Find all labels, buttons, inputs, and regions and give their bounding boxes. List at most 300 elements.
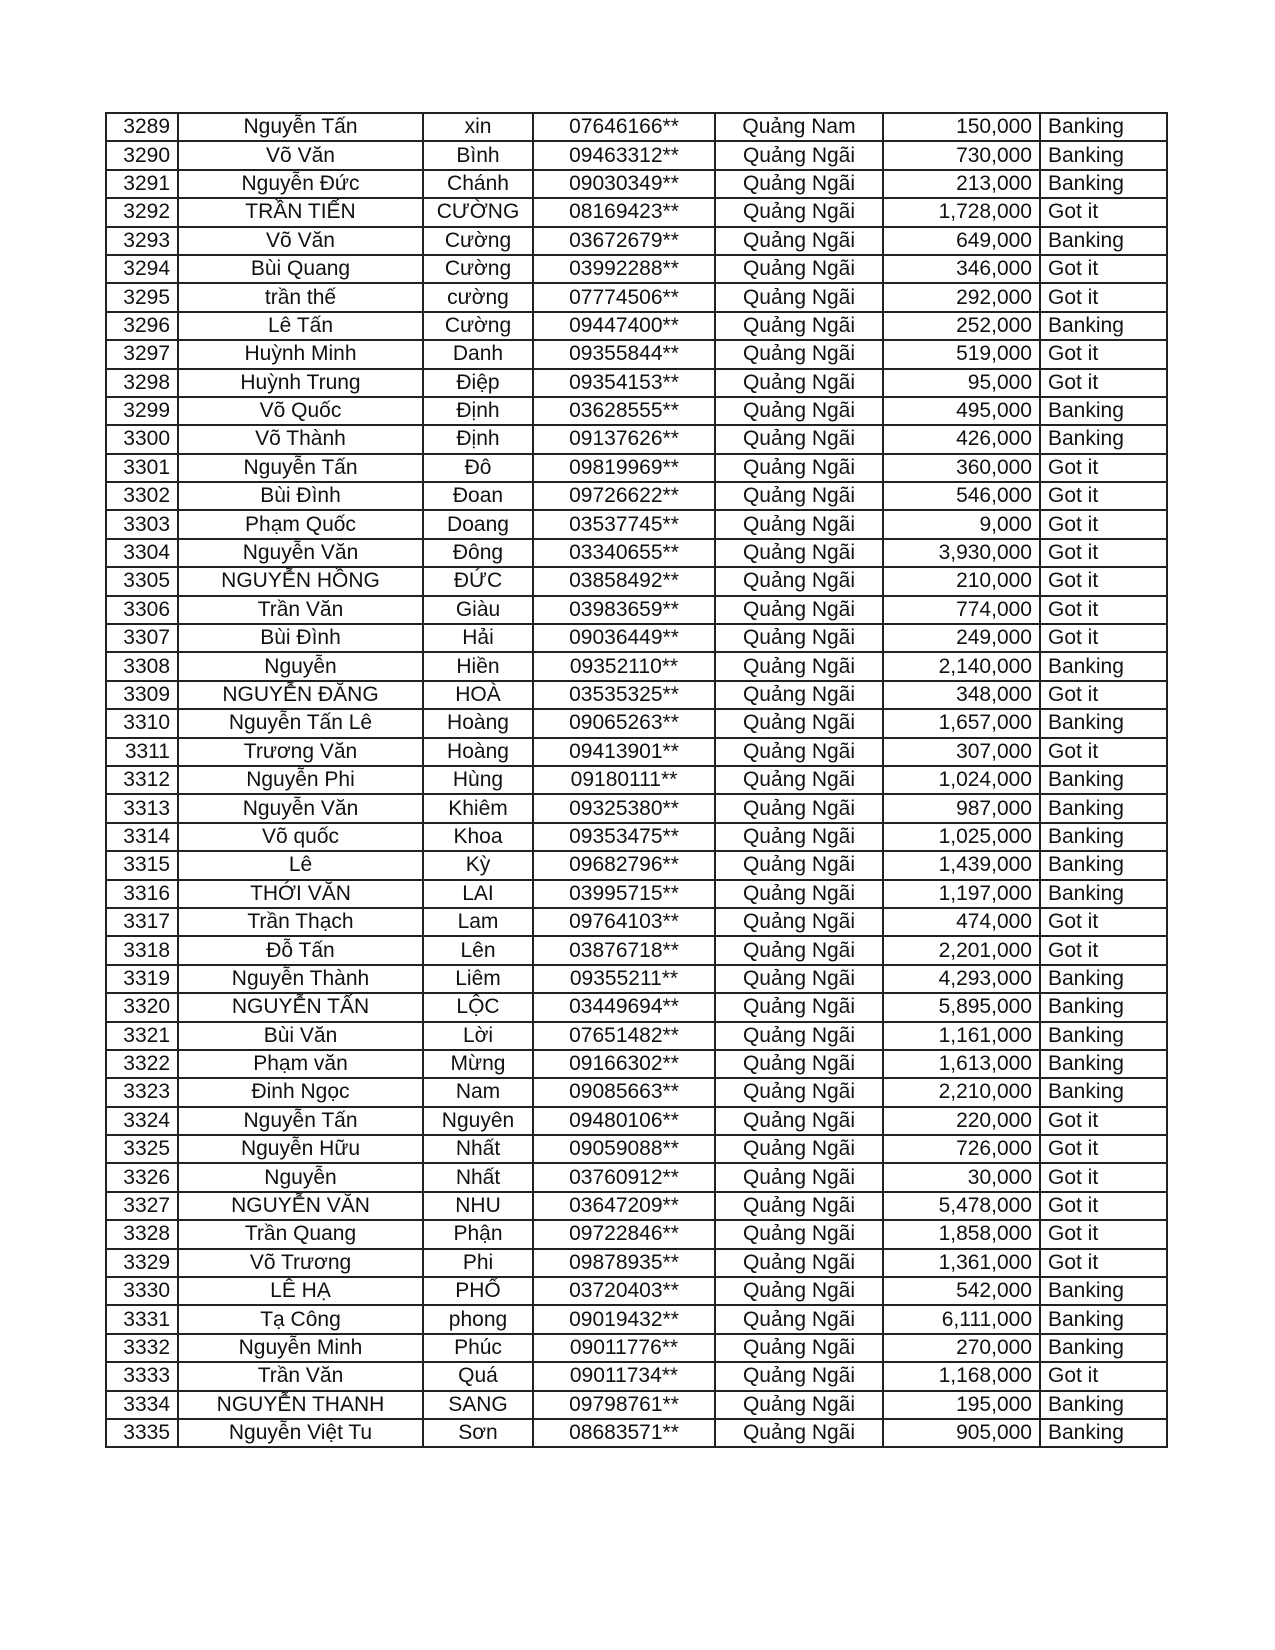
phone-cell: 08169423** bbox=[533, 198, 715, 226]
phone-cell: 07651482** bbox=[533, 1022, 715, 1050]
table-row bbox=[106, 1107, 1167, 1135]
surname-cell: Nguyễn Đức bbox=[178, 170, 423, 198]
method-cell: Banking bbox=[1040, 113, 1167, 141]
phone-cell: 09059088** bbox=[533, 1135, 715, 1163]
amount-cell: 649,000 bbox=[883, 227, 1040, 255]
amount-cell: 9,000 bbox=[883, 510, 1040, 538]
table-row bbox=[106, 1050, 1167, 1078]
given-name-cell: ĐỨC bbox=[423, 567, 533, 595]
table-row bbox=[106, 113, 1167, 141]
given-name-cell: LỘC bbox=[423, 993, 533, 1021]
phone-cell: 03647209** bbox=[533, 1192, 715, 1220]
surname-cell: NGUYỄN THANH bbox=[178, 1391, 423, 1419]
surname-cell: Đỗ Tấn bbox=[178, 936, 423, 964]
surname-cell: Trần Văn bbox=[178, 596, 423, 624]
province-cell: Quảng Ngãi bbox=[715, 283, 883, 311]
row-number: 3308 bbox=[106, 652, 178, 680]
row-number: 3309 bbox=[106, 681, 178, 709]
amount-cell: 210,000 bbox=[883, 567, 1040, 595]
table-row bbox=[106, 141, 1167, 169]
given-name-cell: Hoàng bbox=[423, 709, 533, 737]
phone-cell: 09036449** bbox=[533, 624, 715, 652]
method-cell: Got it bbox=[1040, 255, 1167, 283]
row-number: 3298 bbox=[106, 369, 178, 397]
phone-cell: 09764103** bbox=[533, 908, 715, 936]
table-row bbox=[106, 1277, 1167, 1305]
given-name-cell: Nam bbox=[423, 1078, 533, 1106]
surname-cell: Nguyễn Văn bbox=[178, 794, 423, 822]
given-name-cell: cường bbox=[423, 283, 533, 311]
phone-cell: 09819969** bbox=[533, 454, 715, 482]
method-cell: Got it bbox=[1040, 567, 1167, 595]
table-row bbox=[106, 709, 1167, 737]
phone-cell: 03340655** bbox=[533, 539, 715, 567]
phone-cell: 07646166** bbox=[533, 113, 715, 141]
row-number: 3300 bbox=[106, 425, 178, 453]
phone-cell: 09682796** bbox=[533, 851, 715, 879]
table-row bbox=[106, 567, 1167, 595]
method-cell: Got it bbox=[1040, 1220, 1167, 1248]
method-cell: Got it bbox=[1040, 1249, 1167, 1277]
surname-cell: Trần Thạch bbox=[178, 908, 423, 936]
province-cell: Quảng Ngãi bbox=[715, 1391, 883, 1419]
province-cell: Quảng Ngãi bbox=[715, 255, 883, 283]
row-number: 3334 bbox=[106, 1391, 178, 1419]
given-name-cell: Doang bbox=[423, 510, 533, 538]
table-row bbox=[106, 652, 1167, 680]
phone-cell: 03535325** bbox=[533, 681, 715, 709]
phone-cell: 09030349** bbox=[533, 170, 715, 198]
method-cell: Got it bbox=[1040, 936, 1167, 964]
given-name-cell: phong bbox=[423, 1305, 533, 1333]
table-row bbox=[106, 1249, 1167, 1277]
amount-cell: 1,858,000 bbox=[883, 1220, 1040, 1248]
amount-cell: 307,000 bbox=[883, 738, 1040, 766]
row-number: 3310 bbox=[106, 709, 178, 737]
table-row bbox=[106, 681, 1167, 709]
table-row bbox=[106, 738, 1167, 766]
province-cell: Quảng Ngãi bbox=[715, 1078, 883, 1106]
row-number: 3293 bbox=[106, 227, 178, 255]
surname-cell: Nguyễn Tấn bbox=[178, 454, 423, 482]
row-number: 3319 bbox=[106, 965, 178, 993]
province-cell: Quảng Ngãi bbox=[715, 794, 883, 822]
row-number: 3331 bbox=[106, 1305, 178, 1333]
method-cell: Got it bbox=[1040, 738, 1167, 766]
given-name-cell: Liêm bbox=[423, 965, 533, 993]
row-number: 3327 bbox=[106, 1192, 178, 1220]
table-row bbox=[106, 936, 1167, 964]
province-cell: Quảng Ngãi bbox=[715, 1249, 883, 1277]
province-cell: Quảng Ngãi bbox=[715, 880, 883, 908]
province-cell: Quảng Ngãi bbox=[715, 965, 883, 993]
surname-cell: NGUYỄN ĐĂNG bbox=[178, 681, 423, 709]
table-row bbox=[106, 794, 1167, 822]
row-number: 3304 bbox=[106, 539, 178, 567]
province-cell: Quảng Ngãi bbox=[715, 1305, 883, 1333]
given-name-cell: Đông bbox=[423, 539, 533, 567]
table-row bbox=[106, 312, 1167, 340]
method-cell: Banking bbox=[1040, 170, 1167, 198]
province-cell: Quảng Ngãi bbox=[715, 397, 883, 425]
phone-cell: 09798761** bbox=[533, 1391, 715, 1419]
given-name-cell: Phận bbox=[423, 1220, 533, 1248]
method-cell: Banking bbox=[1040, 1334, 1167, 1362]
province-cell: Quảng Ngãi bbox=[715, 567, 883, 595]
given-name-cell: Bình bbox=[423, 141, 533, 169]
surname-cell: Đinh Ngọc bbox=[178, 1078, 423, 1106]
phone-cell: 03995715** bbox=[533, 880, 715, 908]
amount-cell: 546,000 bbox=[883, 482, 1040, 510]
row-number: 3295 bbox=[106, 283, 178, 311]
amount-cell: 1,657,000 bbox=[883, 709, 1040, 737]
row-number: 3329 bbox=[106, 1249, 178, 1277]
given-name-cell: HOÀ bbox=[423, 681, 533, 709]
given-name-cell: Hiền bbox=[423, 652, 533, 680]
surname-cell: Trần Văn bbox=[178, 1362, 423, 1390]
surname-cell: Nguyễn Văn bbox=[178, 539, 423, 567]
row-number: 3289 bbox=[106, 113, 178, 141]
amount-cell: 1,728,000 bbox=[883, 198, 1040, 226]
amount-cell: 346,000 bbox=[883, 255, 1040, 283]
row-number: 3301 bbox=[106, 454, 178, 482]
province-cell: Quảng Ngãi bbox=[715, 1050, 883, 1078]
province-cell: Quảng Ngãi bbox=[715, 1192, 883, 1220]
amount-cell: 5,478,000 bbox=[883, 1192, 1040, 1220]
method-cell: Got it bbox=[1040, 681, 1167, 709]
given-name-cell: xin bbox=[423, 113, 533, 141]
phone-cell: 09180111** bbox=[533, 766, 715, 794]
method-cell: Banking bbox=[1040, 1277, 1167, 1305]
method-cell: Got it bbox=[1040, 340, 1167, 368]
province-cell: Quảng Ngãi bbox=[715, 766, 883, 794]
phone-cell: 09480106** bbox=[533, 1107, 715, 1135]
province-cell: Quảng Ngãi bbox=[715, 738, 883, 766]
row-number: 3312 bbox=[106, 766, 178, 794]
surname-cell: Võ quốc bbox=[178, 823, 423, 851]
province-cell: Quảng Ngãi bbox=[715, 1107, 883, 1135]
table-row bbox=[106, 1135, 1167, 1163]
table-row bbox=[106, 227, 1167, 255]
surname-cell: LÊ HẠ bbox=[178, 1277, 423, 1305]
method-cell: Got it bbox=[1040, 283, 1167, 311]
surname-cell: Trương Văn bbox=[178, 738, 423, 766]
row-number: 3307 bbox=[106, 624, 178, 652]
method-cell: Banking bbox=[1040, 425, 1167, 453]
amount-cell: 1,361,000 bbox=[883, 1249, 1040, 1277]
row-number: 3330 bbox=[106, 1277, 178, 1305]
amount-cell: 1,197,000 bbox=[883, 880, 1040, 908]
method-cell: Banking bbox=[1040, 1022, 1167, 1050]
method-cell: Got it bbox=[1040, 539, 1167, 567]
surname-cell: Nguyễn bbox=[178, 652, 423, 680]
province-cell: Quảng Ngãi bbox=[715, 1419, 883, 1447]
method-cell: Got it bbox=[1040, 510, 1167, 538]
amount-cell: 1,439,000 bbox=[883, 851, 1040, 879]
surname-cell: Phạm văn bbox=[178, 1050, 423, 1078]
row-number: 3302 bbox=[106, 482, 178, 510]
province-cell: Quảng Ngãi bbox=[715, 454, 883, 482]
surname-cell: Võ Trương bbox=[178, 1249, 423, 1277]
given-name-cell: Cường bbox=[423, 255, 533, 283]
method-cell: Banking bbox=[1040, 227, 1167, 255]
phone-cell: 03628555** bbox=[533, 397, 715, 425]
row-number: 3320 bbox=[106, 993, 178, 1021]
surname-cell: Bùi Văn bbox=[178, 1022, 423, 1050]
table-row bbox=[106, 624, 1167, 652]
given-name-cell: Cường bbox=[423, 227, 533, 255]
given-name-cell: Cường bbox=[423, 312, 533, 340]
province-cell: Quảng Ngãi bbox=[715, 369, 883, 397]
method-cell: Banking bbox=[1040, 851, 1167, 879]
amount-cell: 774,000 bbox=[883, 596, 1040, 624]
phone-cell: 09878935** bbox=[533, 1249, 715, 1277]
given-name-cell: Khoa bbox=[423, 823, 533, 851]
amount-cell: 6,111,000 bbox=[883, 1305, 1040, 1333]
phone-cell: 09065263** bbox=[533, 709, 715, 737]
province-cell: Quảng Ngãi bbox=[715, 539, 883, 567]
phone-cell: 03858492** bbox=[533, 567, 715, 595]
table-row bbox=[106, 823, 1167, 851]
province-cell: Quảng Ngãi bbox=[715, 170, 883, 198]
method-cell: Banking bbox=[1040, 794, 1167, 822]
amount-cell: 213,000 bbox=[883, 170, 1040, 198]
amount-cell: 1,024,000 bbox=[883, 766, 1040, 794]
province-cell: Quảng Ngãi bbox=[715, 198, 883, 226]
amount-cell: 249,000 bbox=[883, 624, 1040, 652]
row-number: 3321 bbox=[106, 1022, 178, 1050]
surname-cell: Võ Thành bbox=[178, 425, 423, 453]
given-name-cell: Nhất bbox=[423, 1135, 533, 1163]
given-name-cell: Định bbox=[423, 397, 533, 425]
surname-cell: Võ Văn bbox=[178, 141, 423, 169]
phone-cell: 03992288** bbox=[533, 255, 715, 283]
amount-cell: 730,000 bbox=[883, 141, 1040, 169]
table-row bbox=[106, 510, 1167, 538]
table-row bbox=[106, 539, 1167, 567]
row-number: 3290 bbox=[106, 141, 178, 169]
surname-cell: Nguyễn Hữu bbox=[178, 1135, 423, 1163]
surname-cell: Bùi Đình bbox=[178, 624, 423, 652]
given-name-cell: CƯỜNG bbox=[423, 198, 533, 226]
given-name-cell: Khiêm bbox=[423, 794, 533, 822]
method-cell: Got it bbox=[1040, 1163, 1167, 1191]
given-name-cell: Lam bbox=[423, 908, 533, 936]
table-row bbox=[106, 255, 1167, 283]
surname-cell: NGUYỄN HỒNG bbox=[178, 567, 423, 595]
amount-cell: 360,000 bbox=[883, 454, 1040, 482]
surname-cell: Nguyễn Thành bbox=[178, 965, 423, 993]
phone-cell: 09447400** bbox=[533, 312, 715, 340]
surname-cell: THỚI VĂN bbox=[178, 880, 423, 908]
amount-cell: 270,000 bbox=[883, 1334, 1040, 1362]
table-row bbox=[106, 170, 1167, 198]
row-number: 3322 bbox=[106, 1050, 178, 1078]
given-name-cell: Giàu bbox=[423, 596, 533, 624]
table-row bbox=[106, 1022, 1167, 1050]
table-row bbox=[106, 1391, 1167, 1419]
province-cell: Quảng Ngãi bbox=[715, 993, 883, 1021]
table-row bbox=[106, 283, 1167, 311]
table-row bbox=[106, 340, 1167, 368]
amount-cell: 426,000 bbox=[883, 425, 1040, 453]
given-name-cell: Mừng bbox=[423, 1050, 533, 1078]
province-cell: Quảng Ngãi bbox=[715, 227, 883, 255]
phone-cell: 09085663** bbox=[533, 1078, 715, 1106]
table-row bbox=[106, 397, 1167, 425]
amount-cell: 2,210,000 bbox=[883, 1078, 1040, 1106]
given-name-cell: PHỐ bbox=[423, 1277, 533, 1305]
table-row bbox=[106, 1163, 1167, 1191]
table-row bbox=[106, 851, 1167, 879]
row-number: 3303 bbox=[106, 510, 178, 538]
given-name-cell: Nhất bbox=[423, 1163, 533, 1191]
phone-cell: 09011734** bbox=[533, 1362, 715, 1390]
phone-cell: 09325380** bbox=[533, 794, 715, 822]
row-number: 3328 bbox=[106, 1220, 178, 1248]
surname-cell: Nguyễn Minh bbox=[178, 1334, 423, 1362]
method-cell: Got it bbox=[1040, 908, 1167, 936]
province-cell: Quảng Ngãi bbox=[715, 482, 883, 510]
surname-cell: TRẦN TIẾN bbox=[178, 198, 423, 226]
phone-cell: 09354153** bbox=[533, 369, 715, 397]
province-cell: Quảng Ngãi bbox=[715, 425, 883, 453]
amount-cell: 1,613,000 bbox=[883, 1050, 1040, 1078]
method-cell: Banking bbox=[1040, 1050, 1167, 1078]
given-name-cell: Danh bbox=[423, 340, 533, 368]
province-cell: Quảng Ngãi bbox=[715, 312, 883, 340]
province-cell: Quảng Ngãi bbox=[715, 1022, 883, 1050]
province-cell: Quảng Ngãi bbox=[715, 823, 883, 851]
amount-cell: 95,000 bbox=[883, 369, 1040, 397]
table-row bbox=[106, 965, 1167, 993]
province-cell: Quảng Ngãi bbox=[715, 1135, 883, 1163]
surname-cell: Huỳnh Trung bbox=[178, 369, 423, 397]
amount-cell: 30,000 bbox=[883, 1163, 1040, 1191]
amount-cell: 905,000 bbox=[883, 1419, 1040, 1447]
row-number: 3324 bbox=[106, 1107, 178, 1135]
given-name-cell: Hoàng bbox=[423, 738, 533, 766]
amount-cell: 519,000 bbox=[883, 340, 1040, 368]
given-name-cell: Lời bbox=[423, 1022, 533, 1050]
method-cell: Got it bbox=[1040, 596, 1167, 624]
province-cell: Quảng Ngãi bbox=[715, 709, 883, 737]
amount-cell: 1,161,000 bbox=[883, 1022, 1040, 1050]
table-row bbox=[106, 1362, 1167, 1390]
phone-cell: 03537745** bbox=[533, 510, 715, 538]
row-number: 3292 bbox=[106, 198, 178, 226]
method-cell: Banking bbox=[1040, 709, 1167, 737]
amount-cell: 987,000 bbox=[883, 794, 1040, 822]
province-cell: Quảng Ngãi bbox=[715, 936, 883, 964]
row-number: 3291 bbox=[106, 170, 178, 198]
phone-cell: 09355211** bbox=[533, 965, 715, 993]
method-cell: Banking bbox=[1040, 652, 1167, 680]
method-cell: Banking bbox=[1040, 1305, 1167, 1333]
method-cell: Got it bbox=[1040, 482, 1167, 510]
amount-cell: 348,000 bbox=[883, 681, 1040, 709]
method-cell: Got it bbox=[1040, 198, 1167, 226]
province-cell: Quảng Ngãi bbox=[715, 510, 883, 538]
method-cell: Banking bbox=[1040, 965, 1167, 993]
province-cell: Quảng Ngãi bbox=[715, 1277, 883, 1305]
province-cell: Quảng Ngãi bbox=[715, 1220, 883, 1248]
row-number: 3325 bbox=[106, 1135, 178, 1163]
amount-cell: 3,930,000 bbox=[883, 539, 1040, 567]
row-number: 3313 bbox=[106, 794, 178, 822]
given-name-cell: Hùng bbox=[423, 766, 533, 794]
province-cell: Quảng Ngãi bbox=[715, 681, 883, 709]
surname-cell: Võ Quốc bbox=[178, 397, 423, 425]
province-cell: Quảng Ngãi bbox=[715, 652, 883, 680]
row-number: 3316 bbox=[106, 880, 178, 908]
table-row bbox=[106, 993, 1167, 1021]
phone-cell: 09722846** bbox=[533, 1220, 715, 1248]
table-row bbox=[106, 1192, 1167, 1220]
row-number: 3315 bbox=[106, 851, 178, 879]
phone-cell: 03672679** bbox=[533, 227, 715, 255]
amount-cell: 542,000 bbox=[883, 1277, 1040, 1305]
method-cell: Banking bbox=[1040, 1078, 1167, 1106]
row-number: 3318 bbox=[106, 936, 178, 964]
province-cell: Quảng Ngãi bbox=[715, 1362, 883, 1390]
surname-cell: Nguyễn Việt Tu bbox=[178, 1419, 423, 1447]
surname-cell: Phạm Quốc bbox=[178, 510, 423, 538]
method-cell: Banking bbox=[1040, 993, 1167, 1021]
amount-cell: 4,293,000 bbox=[883, 965, 1040, 993]
given-name-cell: Quá bbox=[423, 1362, 533, 1390]
method-cell: Got it bbox=[1040, 624, 1167, 652]
method-cell: Banking bbox=[1040, 823, 1167, 851]
surname-cell: Tạ Công bbox=[178, 1305, 423, 1333]
given-name-cell: Nguyên bbox=[423, 1107, 533, 1135]
province-cell: Quảng Ngãi bbox=[715, 340, 883, 368]
records-table bbox=[105, 112, 1168, 1448]
row-number: 3314 bbox=[106, 823, 178, 851]
given-name-cell: Phúc bbox=[423, 1334, 533, 1362]
amount-cell: 2,201,000 bbox=[883, 936, 1040, 964]
method-cell: Got it bbox=[1040, 1362, 1167, 1390]
phone-cell: 09726622** bbox=[533, 482, 715, 510]
surname-cell: NGUYỄN TẤN bbox=[178, 993, 423, 1021]
table-row bbox=[106, 369, 1167, 397]
given-name-cell: Kỳ bbox=[423, 851, 533, 879]
method-cell: Got it bbox=[1040, 369, 1167, 397]
phone-cell: 09137626** bbox=[533, 425, 715, 453]
phone-cell: 03449694** bbox=[533, 993, 715, 1021]
row-number: 3323 bbox=[106, 1078, 178, 1106]
records-body bbox=[106, 113, 1167, 1447]
row-number: 3317 bbox=[106, 908, 178, 936]
method-cell: Got it bbox=[1040, 1192, 1167, 1220]
row-number: 3296 bbox=[106, 312, 178, 340]
method-cell: Banking bbox=[1040, 397, 1167, 425]
surname-cell: Lê bbox=[178, 851, 423, 879]
phone-cell: 03720403** bbox=[533, 1277, 715, 1305]
phone-cell: 03983659** bbox=[533, 596, 715, 624]
surname-cell: trần thế bbox=[178, 283, 423, 311]
row-number: 3335 bbox=[106, 1419, 178, 1447]
phone-cell: 09352110** bbox=[533, 652, 715, 680]
amount-cell: 292,000 bbox=[883, 283, 1040, 311]
phone-cell: 09413901** bbox=[533, 738, 715, 766]
province-cell: Quảng Ngãi bbox=[715, 908, 883, 936]
phone-cell: 09011776** bbox=[533, 1334, 715, 1362]
given-name-cell: Lên bbox=[423, 936, 533, 964]
given-name-cell: Chánh bbox=[423, 170, 533, 198]
amount-cell: 726,000 bbox=[883, 1135, 1040, 1163]
given-name-cell: Đoan bbox=[423, 482, 533, 510]
